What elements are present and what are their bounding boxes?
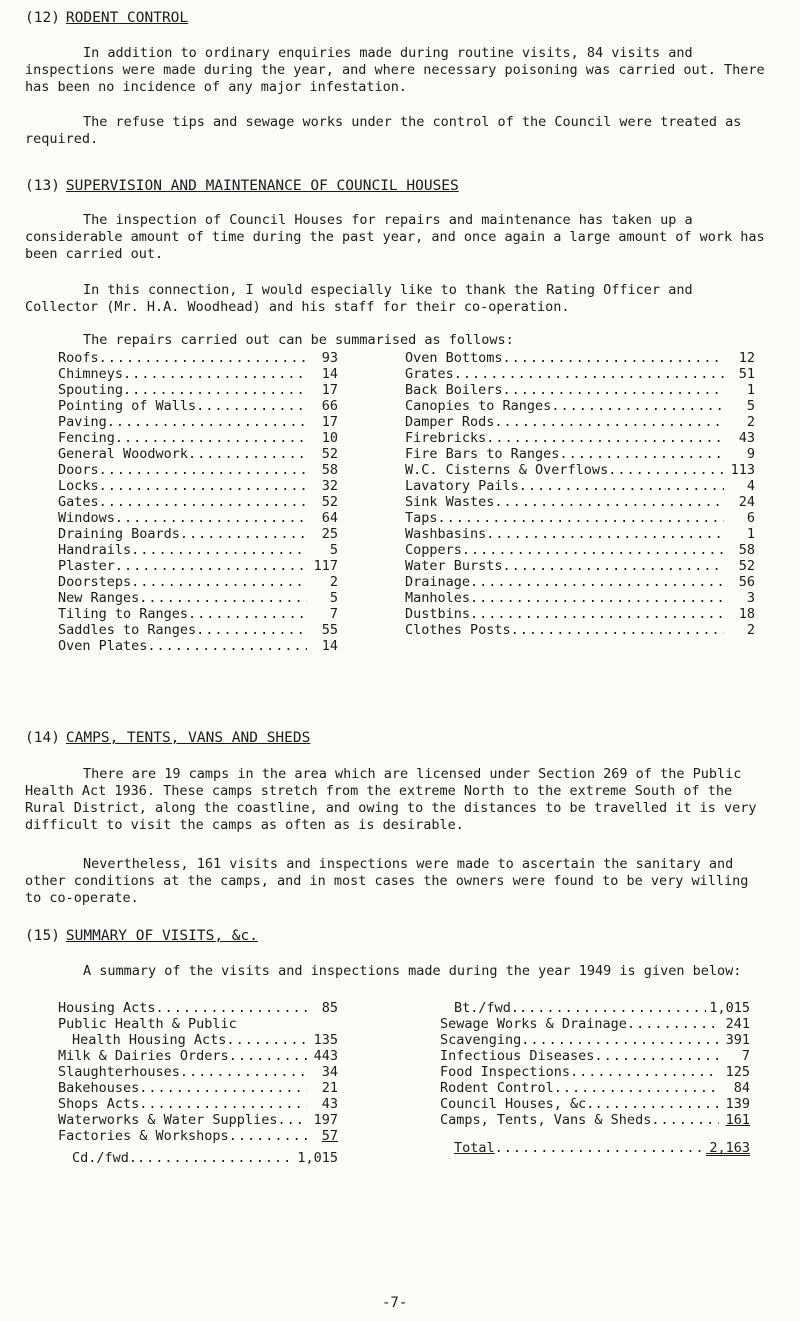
item-label: Total	[454, 1140, 495, 1156]
item-label: Doorsteps	[58, 574, 132, 590]
item-value: 52	[321, 494, 338, 510]
item-value: 32	[321, 478, 338, 494]
item-label: Chimneys	[58, 366, 124, 382]
leader-dots	[226, 1032, 307, 1048]
item-label: Coppers	[405, 542, 462, 558]
item-label: Scavenging	[440, 1032, 522, 1048]
item-label: Damper Rods	[405, 414, 495, 430]
item-value: 57	[321, 1128, 338, 1144]
list-item	[58, 542, 338, 558]
list-item	[58, 590, 338, 606]
list-item	[405, 366, 755, 382]
list-item	[405, 382, 755, 398]
item-label: Pointing of Walls	[58, 398, 197, 414]
item-value: 135	[313, 1032, 338, 1048]
list-item	[58, 1016, 338, 1032]
list-item	[58, 398, 338, 414]
leader-dots	[486, 526, 724, 542]
leader-dots	[131, 542, 307, 558]
item-value: 24	[738, 494, 755, 510]
item-label: Oven Plates	[58, 638, 148, 654]
list-item	[58, 558, 338, 574]
item-value: 10	[321, 430, 338, 446]
list-item	[405, 478, 755, 494]
leader-dots	[188, 606, 307, 622]
leader-dots	[229, 1048, 307, 1064]
leader-dots	[627, 1016, 719, 1032]
list-item	[58, 414, 338, 430]
rodent-paragraph-2: The refuse tips and sewage works under the control of the Council were treated as required.	[25, 114, 742, 147]
item-label: Waterworks & Water Supplies	[58, 1112, 278, 1128]
section-14-heading	[25, 730, 310, 747]
item-value: 85	[321, 1000, 338, 1016]
leader-dots	[519, 478, 724, 494]
section-title: CAMPS, TENTS, VANS AND SHEDS	[65, 730, 311, 746]
item-value: 64	[321, 510, 338, 526]
list-item	[58, 510, 338, 526]
summary-list-right	[440, 1000, 750, 1156]
leader-dots	[594, 1096, 719, 1112]
leader-dots	[470, 606, 724, 622]
item-label: Drainage	[405, 574, 471, 590]
item-value: 241	[725, 1016, 750, 1032]
item-value: 1,015	[297, 1150, 338, 1166]
item-label: Oven Bottoms	[405, 350, 503, 366]
list-item	[440, 1096, 750, 1112]
leader-dots	[107, 414, 307, 430]
list-item	[58, 574, 338, 590]
item-value: 2	[746, 414, 755, 430]
leader-dots	[608, 462, 724, 478]
section-title: SUMMARY OF VISITS, &c.	[65, 928, 258, 944]
leader-dots	[470, 574, 724, 590]
item-label: Fencing	[58, 430, 115, 446]
leader-dots	[521, 1032, 719, 1048]
item-label: General Woodwork	[58, 446, 189, 462]
list-item	[440, 1064, 750, 1080]
item-label: Windows	[58, 510, 115, 526]
item-label: Gates	[58, 494, 99, 510]
item-value: 113	[730, 462, 755, 478]
item-value: 14	[321, 638, 338, 654]
item-value: 52	[321, 446, 338, 462]
item-label: Roofs	[58, 350, 99, 366]
section-number: (15)	[25, 928, 60, 944]
list-item	[405, 350, 755, 366]
leader-dots	[559, 446, 724, 462]
item-value: 5	[329, 590, 338, 606]
item-label: Paving	[58, 414, 107, 430]
list-item	[58, 1048, 338, 1064]
item-value: 3	[746, 590, 755, 606]
item-label: Council Houses, &c.	[440, 1096, 595, 1112]
leader-dots	[462, 542, 724, 558]
list-item	[58, 1000, 338, 1016]
item-label: Milk & Dairies Orders	[58, 1048, 229, 1064]
list-item	[58, 366, 338, 382]
item-value: 125	[725, 1064, 750, 1080]
leader-dots	[570, 1064, 719, 1080]
item-value: 2,163	[706, 1140, 750, 1156]
leader-dots	[99, 478, 307, 494]
item-value: 34	[321, 1064, 338, 1080]
item-label: Water Bursts	[405, 558, 503, 574]
list-item	[58, 1080, 338, 1096]
leader-dots	[180, 526, 307, 542]
leader-dots	[139, 590, 307, 606]
leader-dots	[123, 366, 307, 382]
item-value: 43	[738, 430, 755, 446]
item-value	[237, 1016, 268, 1032]
list-item	[58, 1096, 338, 1112]
item-label: Health Housing Acts	[72, 1032, 227, 1048]
list-item	[405, 510, 755, 526]
item-label: Back Boilers	[405, 382, 503, 398]
list-item	[405, 606, 755, 622]
item-value: 161	[725, 1112, 750, 1128]
leader-dots	[454, 366, 724, 382]
leader-dots	[594, 1048, 719, 1064]
item-label: W.C. Cisterns & Overflows	[405, 462, 609, 478]
item-value: 139	[725, 1096, 750, 1112]
item-label: Firebricks	[405, 430, 487, 446]
item-value: 443	[313, 1048, 338, 1064]
leader-dots	[137, 1150, 294, 1166]
item-label: Food Inspections	[440, 1064, 571, 1080]
leader-dots	[495, 1140, 707, 1156]
list-item	[58, 1064, 338, 1080]
item-label: Shops Acts	[58, 1096, 140, 1112]
item-label: Sewage Works & Drainage	[440, 1016, 627, 1032]
item-label: Tiling to Ranges	[58, 606, 189, 622]
leader-dots	[470, 590, 724, 606]
item-value: 4	[746, 478, 755, 494]
list-item	[405, 430, 755, 446]
item-label: Grates	[405, 366, 454, 382]
item-value: 18	[738, 606, 755, 622]
item-value: 14	[321, 366, 338, 382]
leader-dots	[503, 382, 724, 398]
repairs-intro: The repairs carried out can be summarised as follows:	[83, 332, 514, 348]
item-value: 5	[746, 398, 755, 414]
summary-list-left	[58, 1000, 338, 1166]
item-value: 25	[321, 526, 338, 542]
item-label: New Ranges	[58, 590, 140, 606]
item-label: Dustbins	[405, 606, 471, 622]
item-value: 1,015	[709, 1000, 750, 1016]
item-label: Slaughterhouses	[58, 1064, 180, 1080]
list-item	[440, 1016, 750, 1032]
leader-dots	[147, 638, 307, 654]
leader-dots	[277, 1112, 307, 1128]
leader-dots	[554, 1080, 719, 1096]
list-item	[440, 1032, 750, 1048]
list-item	[405, 542, 755, 558]
item-label: Infectious Diseases	[440, 1048, 595, 1064]
leader-dots	[123, 382, 307, 398]
list-item	[405, 398, 755, 414]
item-value: 12	[738, 350, 755, 366]
section-12-heading	[25, 10, 188, 27]
item-label: Public Health & Public	[58, 1016, 237, 1032]
leader-dots	[180, 1064, 307, 1080]
leader-dots	[196, 622, 307, 638]
list-item	[58, 350, 338, 366]
item-value: 9	[746, 446, 755, 462]
leader-dots	[438, 510, 724, 526]
item-value: 93	[321, 350, 338, 366]
item-value: 17	[321, 414, 338, 430]
list-item	[58, 382, 338, 398]
leader-dots	[494, 414, 724, 430]
list-item	[440, 1112, 750, 1128]
item-value: 66	[321, 398, 338, 414]
item-value: 7	[741, 1048, 750, 1064]
list-item	[58, 494, 338, 510]
list-item	[405, 590, 755, 606]
item-value: 7	[329, 606, 338, 622]
item-label: Fire Bars to Ranges	[405, 446, 560, 462]
repairs-list-right	[405, 350, 755, 638]
list-item	[440, 1140, 750, 1156]
leader-dots	[156, 1000, 307, 1016]
camps-paragraph-1: There are 19 camps in the area which are licensed under Section 269 of the Public Health Act 1936. These camps stretch from the extreme North to the extreme South of the Rural District, along the coastline, and owing to the distances to be travelled it is very difficult to visit the camps as often as is desirable.	[25, 766, 757, 833]
item-label: Manholes	[405, 590, 471, 606]
page-number: -7-	[382, 1295, 408, 1311]
section-13-heading	[25, 178, 459, 195]
leader-dots	[503, 350, 724, 366]
item-label: Housing Acts	[58, 1000, 156, 1016]
leader-dots	[99, 350, 307, 366]
list-item	[58, 638, 338, 654]
section-number: (13)	[25, 178, 60, 194]
item-label: Factories & Workshops	[58, 1128, 229, 1144]
item-label: Doors	[58, 462, 99, 478]
item-label: Spouting	[58, 382, 124, 398]
item-label: Saddles to Ranges	[58, 622, 197, 638]
list-item	[58, 1150, 338, 1166]
item-value: 2	[329, 574, 338, 590]
item-value: 55	[321, 622, 338, 638]
item-value: 1	[746, 382, 755, 398]
section-number: (14)	[25, 730, 60, 746]
list-item	[405, 622, 755, 638]
leader-dots	[99, 494, 307, 510]
item-value: 391	[725, 1032, 750, 1048]
list-item	[405, 526, 755, 542]
item-label: Bakehouses	[58, 1080, 140, 1096]
item-label: Handrails	[58, 542, 132, 558]
list-item	[440, 1048, 750, 1064]
list-item	[58, 462, 338, 478]
item-value: 17	[321, 382, 338, 398]
item-value: 21	[321, 1080, 338, 1096]
houses-paragraph-1: The inspection of Council Houses for repairs and maintenance has taken up a considerable amount of time during the past year, and once again a large amount of work has been carried out.	[25, 212, 765, 262]
item-value: 117	[313, 558, 338, 574]
leader-dots	[115, 430, 307, 446]
item-value: 5	[329, 542, 338, 558]
leader-dots	[486, 430, 724, 446]
leader-dots	[139, 1080, 307, 1096]
rodent-paragraph-1: In addition to ordinary enquiries made during routine visits, 84 visits and inspections were made during the year, and where necessary poisoning was carried out. There has been no incidence of any major infestation.	[25, 45, 765, 95]
item-value: 58	[738, 542, 755, 558]
leader-dots	[511, 622, 724, 638]
section-title: SUPERVISION AND MAINTENANCE OF COUNCIL HOUSES	[65, 178, 459, 194]
leader-dots	[229, 1128, 307, 1144]
list-item	[405, 494, 755, 510]
leader-dots	[115, 558, 307, 574]
repairs-list-left	[58, 350, 338, 654]
item-value: 1	[746, 526, 755, 542]
leader-dots	[651, 1112, 719, 1128]
item-label: Taps	[405, 510, 438, 526]
item-value: 197	[313, 1112, 338, 1128]
item-value: 58	[321, 462, 338, 478]
section-title: RODENT CONTROL	[65, 10, 189, 26]
item-label: Clothes Posts	[405, 622, 511, 638]
leader-dots	[188, 446, 307, 462]
item-value: 52	[738, 558, 755, 574]
item-value: 51	[738, 366, 755, 382]
leader-dots	[551, 398, 724, 414]
leader-dots	[494, 494, 724, 510]
leader-dots	[131, 574, 307, 590]
houses-paragraph-2: In this connection, I would especially like to thank the Rating Officer and Collector (Mr. H.A. Woodhead) and his staff for their co-operation.	[25, 282, 693, 315]
list-item	[58, 622, 338, 638]
item-value: 56	[738, 574, 755, 590]
section-number: (12)	[25, 10, 60, 26]
list-item	[58, 1128, 338, 1144]
list-item	[58, 1112, 338, 1128]
list-item	[405, 414, 755, 430]
item-label: Washbasins	[405, 526, 487, 542]
list-item	[440, 1000, 750, 1016]
list-item	[405, 462, 755, 478]
list-item	[405, 446, 755, 462]
item-value: 6	[746, 510, 755, 526]
item-value: 43	[321, 1096, 338, 1112]
leader-dots	[503, 558, 724, 574]
list-item	[58, 430, 338, 446]
leader-dots	[115, 510, 307, 526]
list-item	[58, 478, 338, 494]
leader-dots	[196, 398, 307, 414]
item-label: Sink Wastes	[405, 494, 495, 510]
list-item	[405, 558, 755, 574]
item-label: Cd./fwd.	[72, 1150, 138, 1166]
item-value: 84	[733, 1080, 750, 1096]
leader-dots	[139, 1096, 307, 1112]
item-label: Canopies to Ranges	[405, 398, 552, 414]
section-15-heading	[25, 928, 258, 945]
list-item	[440, 1080, 750, 1096]
leader-dots	[519, 1000, 706, 1016]
camps-paragraph-2: Nevertheless, 161 visits and inspections were made to ascertain the sanitary and other conditions at the camps, and in most cases the owners were found to be very willing to co-operate.	[25, 856, 749, 906]
item-value: 2	[746, 622, 755, 638]
leader-dots	[99, 462, 307, 478]
item-label: Camps, Tents, Vans & Sheds	[440, 1112, 652, 1128]
list-item	[58, 1032, 338, 1048]
list-item	[58, 526, 338, 542]
item-label: Draining Boards	[58, 526, 180, 542]
item-label: Lavatory Pails	[405, 478, 519, 494]
list-item	[405, 574, 755, 590]
summary-intro: A summary of the visits and inspections made during the year 1949 is given below:	[83, 963, 742, 979]
item-label: Rodent Control	[440, 1080, 554, 1096]
item-label: Plaster	[58, 558, 115, 574]
item-label: Bt./fwd.	[454, 1000, 520, 1016]
list-item	[58, 606, 338, 622]
item-label: Locks	[58, 478, 99, 494]
list-item	[58, 446, 338, 462]
